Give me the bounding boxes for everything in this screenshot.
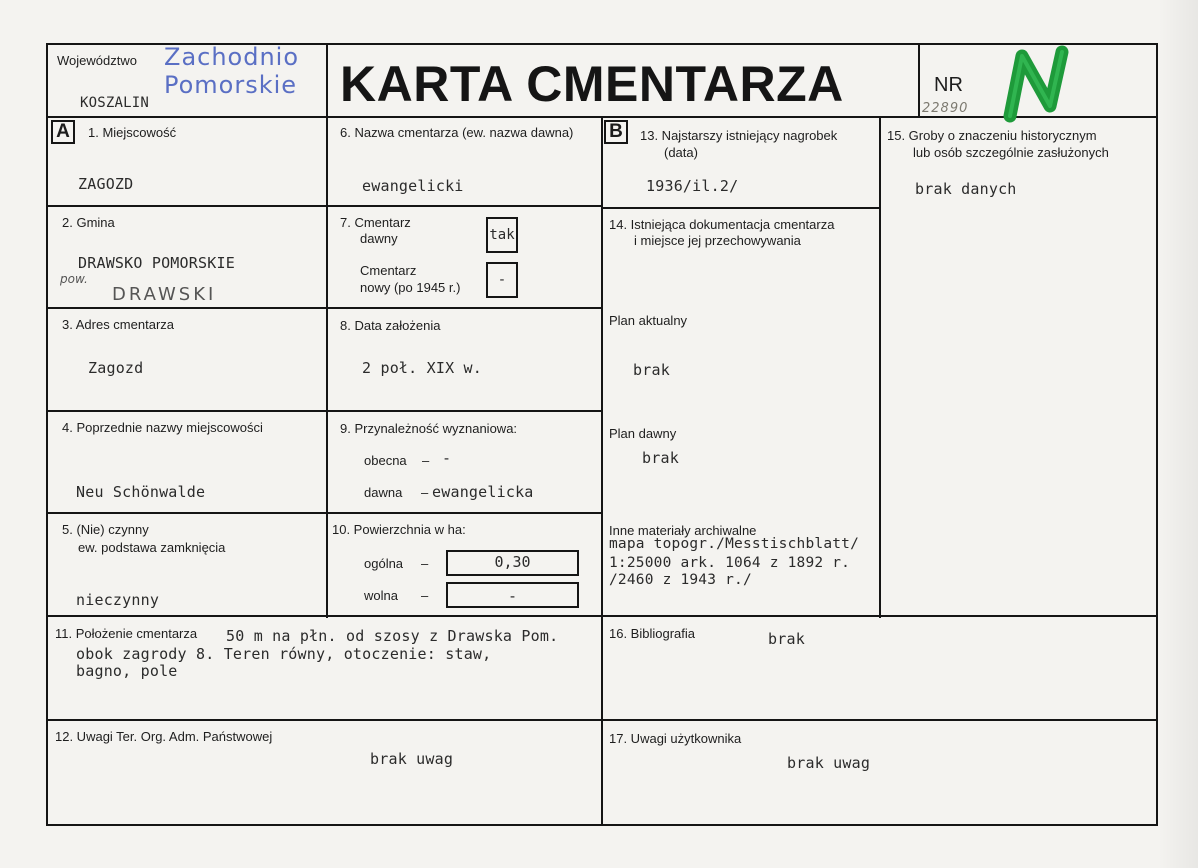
header-right-divider <box>918 43 920 118</box>
field-10-label: 10. Powierzchnia w ha: <box>332 522 466 537</box>
field-9-dawna-dash: – <box>421 485 429 500</box>
row-divider <box>46 410 602 412</box>
col-divider-15 <box>879 116 881 618</box>
field-5-value: nieczynny <box>76 591 160 609</box>
field-10-wolna-box: - <box>446 582 579 608</box>
field-6-value: ewangelicki <box>362 177 464 195</box>
field-4-label: 4. Poprzednie nazwy miejscowości <box>62 420 263 435</box>
field-9-dawna-value: ewangelicka <box>432 483 534 501</box>
field-9-label: 9. Przynależność wyznaniowa: <box>340 421 518 436</box>
field-1-label: 1. Miejscowość <box>88 125 177 140</box>
field-2-hand-value: DRAWSKI <box>112 284 217 305</box>
inne-materialy-line2: 1:25000 ark. 1064 z 1892 r. <box>609 555 851 571</box>
field-2-hand-prefix: pow. <box>60 272 88 286</box>
wojewodztwo-label: Województwo <box>57 53 137 68</box>
field-5-label-line1: 5. (Nie) czynny <box>62 522 149 537</box>
row-divider <box>601 207 881 209</box>
header-left-divider <box>326 43 328 618</box>
field-1-value: ZAGOZD <box>78 175 134 193</box>
field-11-line2: obok zagrody 8. Teren równy, otoczenie: staw, <box>76 645 492 663</box>
row-divider <box>46 719 1158 721</box>
field-17-value: brak uwag <box>787 754 871 772</box>
field-14-label-line1: 14. Istniejąca dokumentacja cmentarza <box>609 217 835 232</box>
field-11-line3: bagno, pole <box>76 662 178 680</box>
field-13-label-line2: (data) <box>664 145 698 160</box>
field-13-value: 1936/il.2/ <box>646 177 739 195</box>
field-10-ogolna-label: ogólna <box>364 556 404 571</box>
field-9-obecna-dash: – <box>422 453 430 468</box>
field-3-label: 3. Adres cmentarza <box>62 317 174 332</box>
section-b-marker: B <box>604 120 628 144</box>
voivodeship-stamp-line2: Pomorskie <box>164 71 298 99</box>
field-6-label: 6. Nazwa cmentarza (ew. nazwa dawna) <box>340 125 574 140</box>
field-14-label-line2: i miejsce jej przechowywania <box>634 233 801 248</box>
field-15-label-line1: 15. Groby o znaczeniu historycznym <box>887 128 1097 143</box>
plan-aktualny-value: brak <box>633 361 670 379</box>
plan-dawny-value: brak <box>642 449 679 467</box>
row-divider <box>46 615 1158 617</box>
field-7-label-line1: 7. Cmentarz <box>340 215 411 230</box>
field-4-value: Neu Schönwalde <box>76 483 206 501</box>
field-7-nowy-line2: nowy (po 1945 r.) <box>360 280 461 295</box>
inne-materialy-line1: mapa topogr./Messtischblatt/ <box>609 536 860 552</box>
field-10-ogolna-dash: – <box>421 556 429 571</box>
field-7-nowy-box: - <box>486 262 518 298</box>
field-15-value: brak danych <box>915 180 1017 198</box>
city-value: KOSZALIN <box>80 95 150 111</box>
field-10-ogolna-box: 0,30 <box>446 550 579 576</box>
field-9-obecna-label: obecna <box>364 453 407 468</box>
field-16-label: 16. Bibliografia <box>609 626 695 641</box>
field-7-dawny-box: tak <box>486 217 518 253</box>
field-2-value: DRAWSKO POMORSKIE <box>78 254 235 272</box>
field-8-value: 2 poł. XIX w. <box>362 359 482 377</box>
inne-materialy-line3: /2460 z 1943 r./ <box>609 572 752 588</box>
plan-aktualny-label: Plan aktualny <box>609 313 688 328</box>
green-marker-n-icon <box>1000 44 1080 124</box>
field-12-value: brak uwag <box>370 750 454 768</box>
field-17-label: 17. Uwagi użytkownika <box>609 731 742 746</box>
inne-materialy-label: Inne materiały archiwalne <box>609 523 757 538</box>
field-16-value: brak <box>768 630 805 648</box>
field-15-label-line2: lub osób szczególnie zasłużonych <box>913 145 1109 160</box>
field-10-wolna-label: wolna <box>364 588 398 603</box>
field-2-label: 2. Gmina <box>62 215 115 230</box>
field-9-obecna-value: - <box>442 449 452 467</box>
field-11-line1: 50 m na płn. od szosy z Drawska Pom. <box>226 627 559 645</box>
plan-dawny-label: Plan dawny <box>609 426 677 441</box>
field-8-label: 8. Data założenia <box>340 318 441 333</box>
field-7-label-line2: dawny <box>360 231 398 246</box>
field-9-dawna-label: dawna <box>364 485 403 500</box>
section-a-marker: A <box>51 120 75 144</box>
row-divider <box>46 205 602 207</box>
voivodeship-stamp-line1: Zachodnio <box>164 43 300 71</box>
field-5-label-line2: ew. podstawa zamknięcia <box>78 540 226 555</box>
field-7-nowy-line1: Cmentarz <box>360 263 417 278</box>
row-divider <box>46 512 602 514</box>
nr-pencil-number: 22890 <box>922 101 969 116</box>
field-11-label: 11. Położenie cmentarza <box>55 626 198 641</box>
field-3-value: Zagozd <box>88 359 144 377</box>
field-12-label: 12. Uwagi Ter. Org. Adm. Państwowej <box>55 729 273 744</box>
card-title: KARTA CMENTARZA <box>340 56 844 112</box>
field-13-label-line1: 13. Najstarszy istniejący nagrobek <box>640 128 838 143</box>
field-10-wolna-dash: – <box>421 588 429 603</box>
row-divider <box>46 307 602 309</box>
nr-label: NR <box>934 74 963 96</box>
